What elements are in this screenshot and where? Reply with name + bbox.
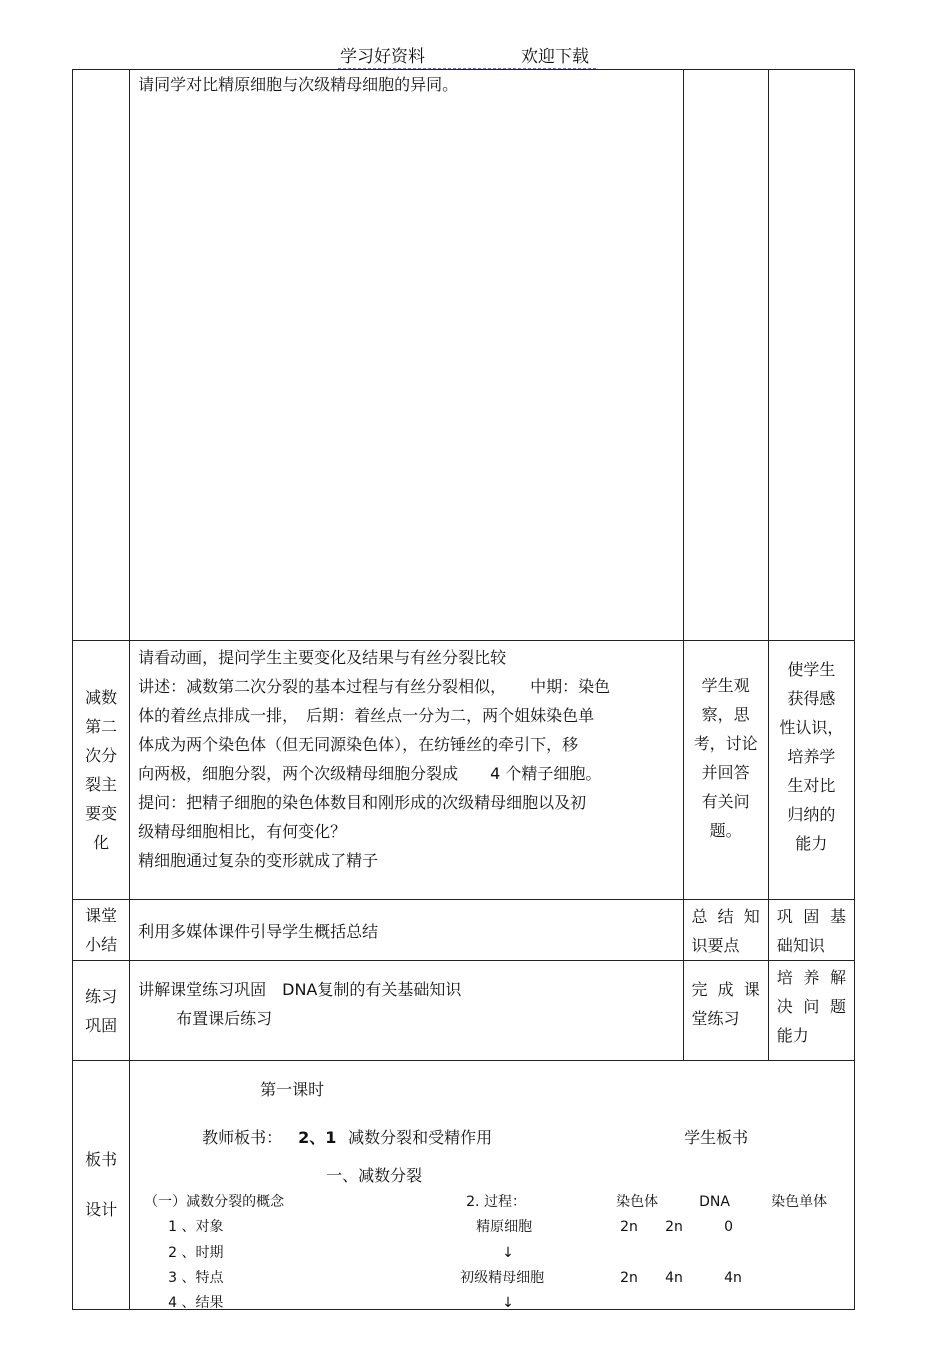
- content-line: 讲解课堂练习巩固 DNA复制的有关基础知识: [138, 980, 462, 999]
- label-line: 化: [93, 833, 110, 852]
- label-line: 设计: [85, 1200, 118, 1219]
- row-practice: [73, 961, 855, 1061]
- section-heading: 一、减数分裂: [326, 1166, 423, 1185]
- label-line: 减数: [85, 688, 118, 707]
- content-line: 向两极，细胞分裂，两个次级精母细胞分裂成 4 个精子细胞。: [138, 764, 602, 783]
- stage-dna: 2n: [665, 1219, 683, 1235]
- row-board: [73, 1061, 855, 1310]
- concept-item: 4 、结果: [168, 1295, 224, 1311]
- content-line: 提问：把精子细胞的染色体数目和刚形成的次级精母细胞以及初: [138, 793, 587, 812]
- student-line: 并回答: [701, 763, 750, 782]
- goal-line: 生对比: [787, 776, 836, 795]
- label-line: 次分: [85, 746, 118, 765]
- col-head-chromosome: 染色体: [616, 1194, 659, 1210]
- row-compare-label: [73, 70, 130, 641]
- goal-line: 能力: [776, 1026, 809, 1045]
- concept-heading: （一）减数分裂的概念: [144, 1194, 285, 1210]
- stage-name: 初级精母细胞: [460, 1270, 545, 1286]
- row-summary-student: [683, 900, 768, 961]
- content-line: 级精母细胞相比，有何变化？: [138, 822, 347, 841]
- goal-line: 获得感: [787, 689, 836, 708]
- row-meiosis2: [73, 641, 855, 900]
- row-meiosis2-goal: [768, 641, 854, 900]
- row-summary-goal: [768, 900, 854, 961]
- lesson-label: 第一课时: [260, 1080, 325, 1099]
- student-line: 完成课: [691, 980, 760, 999]
- student-line: 有关问: [701, 792, 750, 811]
- goal-line: 巩固基: [776, 907, 846, 926]
- content-line: 体的着丝点排成一排， 后期：着丝点一分为二，两个姐妹染色单: [138, 706, 595, 725]
- row-summary: [73, 900, 855, 961]
- row-practice-label: [73, 961, 130, 1061]
- goal-line: 能力: [795, 834, 828, 853]
- goal-line: 础知识: [776, 936, 825, 955]
- goal-line: 归纳的: [787, 805, 836, 824]
- board-title: 减数分裂和受精作用: [348, 1128, 493, 1147]
- row-meiosis2-label: [73, 641, 130, 900]
- goal-line: 培养解: [776, 968, 846, 987]
- student-board-label: 学生板书: [684, 1128, 749, 1147]
- concept-item: 3 、特点: [168, 1270, 224, 1286]
- goal-line: 决问题: [776, 997, 846, 1016]
- student-line: 题。: [709, 821, 742, 840]
- content-line: 请看动画，提问学生主要变化及结果与有丝分裂比较: [138, 648, 507, 667]
- student-line: 学生观: [701, 676, 750, 695]
- label-line: 要变: [85, 804, 118, 823]
- stage-name: 精原细胞: [476, 1219, 533, 1235]
- process-label: 2. 过程：: [466, 1194, 526, 1210]
- row-board-label: [73, 1061, 130, 1310]
- arrow-down-icon: ↓: [502, 1295, 514, 1311]
- goal-line: 培养学: [787, 747, 836, 766]
- label-line: 第二: [85, 717, 118, 736]
- stage-chromosome: 2n: [620, 1219, 638, 1235]
- board-title-number: 2、1: [298, 1128, 337, 1147]
- content-line: 体成为两个染色体（但无同源染色体），在纺锤丝的牵引下，移: [138, 735, 579, 754]
- header-left-text: 学习好资料: [340, 47, 425, 67]
- stage-chromosome: 2n: [620, 1270, 638, 1286]
- student-line: 察，思: [701, 705, 750, 724]
- student-line: 识要点: [691, 936, 740, 955]
- concept-item: 2 、时期: [168, 1245, 224, 1261]
- student-line: 堂练习: [691, 1009, 740, 1028]
- label-line: 巩固: [85, 1015, 118, 1035]
- col-head-dna: DNA: [699, 1194, 730, 1210]
- stage-dna: 4n: [665, 1270, 683, 1286]
- row-meiosis2-student: [683, 641, 768, 900]
- lesson-plan-table: [72, 69, 855, 1310]
- label-line: 裂主: [85, 775, 118, 794]
- stage-chromatid: 0: [724, 1219, 734, 1235]
- board-design: [130, 1061, 855, 1310]
- row-summary-content: [130, 900, 683, 961]
- header-right-text: 欢迎下载: [521, 47, 589, 67]
- row-compare: [73, 70, 855, 641]
- row-meiosis2-content: [130, 641, 683, 900]
- row-practice-goal: [768, 961, 854, 1061]
- arrow-down-icon: ↓: [502, 1245, 514, 1261]
- teacher-board-label: 教师板书：: [202, 1128, 283, 1147]
- content-line: 布置课后练习: [176, 1009, 273, 1028]
- label-line: 课堂: [85, 906, 118, 925]
- content-line: 讲述：减数第二次分裂的基本过程与有丝分裂相似， 中期：染色: [138, 677, 611, 696]
- content-line: 利用多媒体课件引导学生概括总结: [138, 921, 379, 941]
- stage-chromatid: 4n: [724, 1270, 742, 1286]
- student-line: 总结知: [691, 907, 760, 926]
- label-line: 小结: [85, 935, 118, 954]
- student-line: 考，讨论: [693, 734, 758, 753]
- content-line: 精细胞通过复杂的变形就成了精子: [138, 851, 379, 870]
- goal-line: 使学生: [787, 660, 836, 679]
- col-head-chromatid: 染色单体: [771, 1194, 828, 1210]
- row-practice-student: [683, 961, 768, 1061]
- label-line: 板书: [85, 1150, 118, 1169]
- row-compare-student: [683, 70, 768, 641]
- row-summary-label: [73, 900, 130, 961]
- row-compare-goal: [768, 70, 854, 641]
- page-header: [0, 40, 950, 70]
- concept-item: 1 、对象: [168, 1219, 224, 1235]
- goal-line: 性认识，: [779, 718, 844, 737]
- row-compare-content: 请同学对比精原细胞与次级精母细胞的异同。: [130, 70, 683, 641]
- label-line: 练习: [85, 986, 118, 1006]
- row-practice-content: [130, 961, 683, 1061]
